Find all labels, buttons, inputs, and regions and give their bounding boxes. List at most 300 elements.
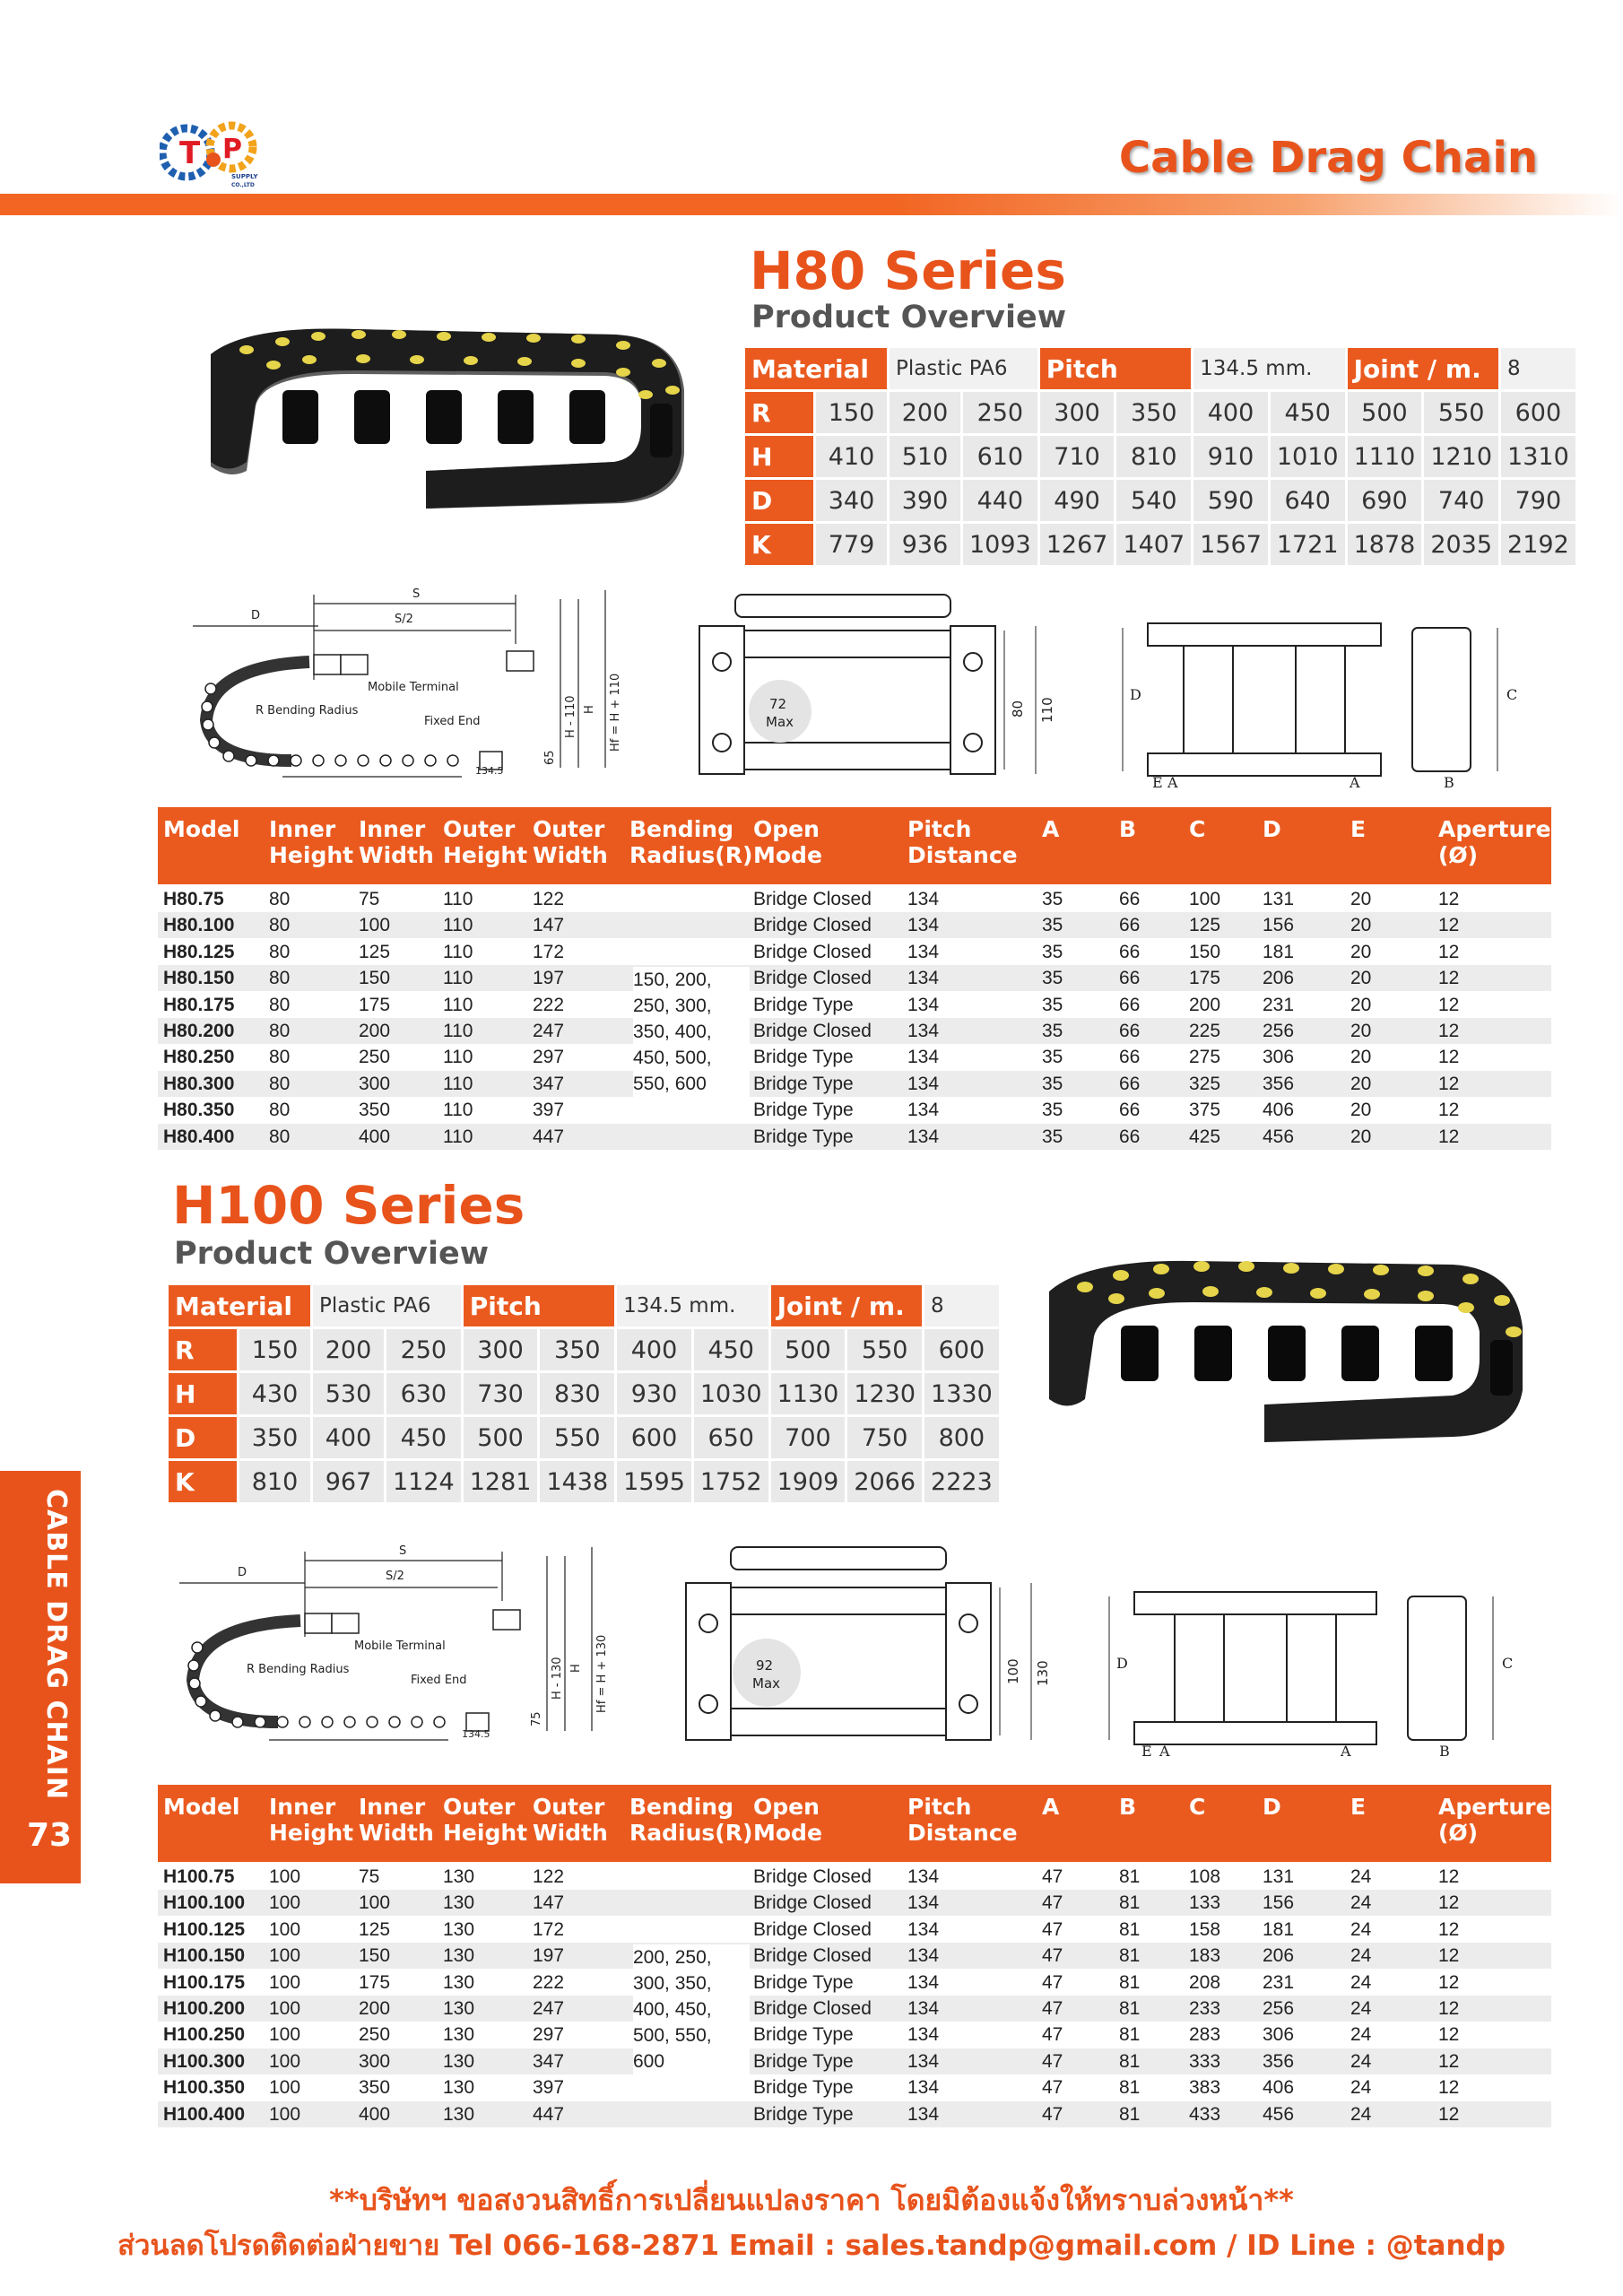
svg-text:S/2: S/2 bbox=[395, 613, 413, 626]
table-row bbox=[158, 939, 1551, 965]
overview-row-r bbox=[169, 1329, 999, 1370]
overview-cell: 1030 bbox=[694, 1373, 768, 1414]
overview-cell: 1093 bbox=[963, 524, 1037, 565]
table-cell: 66 bbox=[1119, 1100, 1141, 1121]
overview-cell: 300 bbox=[1040, 392, 1115, 433]
overview-row-r bbox=[745, 392, 1575, 433]
table-cell: 200 bbox=[359, 1021, 391, 1041]
table-cell: 35 bbox=[1042, 1021, 1063, 1041]
column-header bbox=[1189, 1794, 1205, 1820]
table-cell: 147 bbox=[533, 1892, 565, 1914]
column-header bbox=[907, 1794, 1018, 1846]
table-row bbox=[158, 992, 1551, 1018]
table-cell: 35 bbox=[1042, 1073, 1063, 1094]
column-header bbox=[1350, 816, 1366, 842]
model-cell: H100.350 bbox=[163, 2077, 246, 2099]
table-row bbox=[158, 886, 1551, 912]
overview-cell: 440 bbox=[963, 480, 1037, 521]
column-header bbox=[533, 816, 608, 868]
table-row bbox=[158, 1970, 1551, 1996]
overview-cell: 2035 bbox=[1424, 524, 1498, 565]
overview-cell: 1010 bbox=[1271, 436, 1345, 477]
overview-row-label: H bbox=[169, 1373, 237, 1414]
table-cell: 356 bbox=[1263, 1073, 1295, 1094]
table-cell: Bridge Type bbox=[753, 2024, 854, 2046]
table-cell: 24 bbox=[1350, 1918, 1372, 1940]
column-header bbox=[359, 816, 434, 868]
overview-cell: 1438 bbox=[540, 1461, 614, 1502]
overview-cell: 410 bbox=[816, 436, 887, 477]
table-cell: 110 bbox=[443, 1126, 473, 1147]
table-cell: 134 bbox=[907, 1945, 940, 1967]
table-cell: 35 bbox=[1042, 915, 1063, 936]
material-label: Material bbox=[745, 348, 887, 389]
table-cell: 233 bbox=[1189, 1998, 1221, 2019]
column-header bbox=[359, 1794, 434, 1846]
table-cell: 150 bbox=[359, 1945, 391, 1967]
table-cell: 35 bbox=[1042, 1100, 1063, 1121]
bending-radius-line: 300, 350, bbox=[633, 1973, 712, 1994]
svg-text:100: 100 bbox=[1005, 1658, 1021, 1684]
column-header-line2: Distance bbox=[907, 842, 1018, 868]
svg-text:Mobile Terminal: Mobile Terminal bbox=[354, 1639, 446, 1653]
table-cell: 134 bbox=[907, 1126, 940, 1147]
table-cell: 108 bbox=[1189, 1866, 1221, 1887]
table-cell: 125 bbox=[1189, 915, 1221, 936]
svg-text:134.5: 134.5 bbox=[475, 765, 504, 777]
table-cell: 433 bbox=[1189, 2103, 1221, 2125]
column-header bbox=[163, 816, 239, 842]
document-title: Cable Drag Chain bbox=[1118, 133, 1538, 183]
pitch-label: Pitch bbox=[1040, 348, 1191, 389]
column-header-line1: Inner bbox=[359, 1794, 426, 1820]
table-cell: 130 bbox=[443, 2024, 475, 2046]
table-cell: 347 bbox=[533, 2050, 565, 2072]
table-cell: 175 bbox=[359, 994, 391, 1015]
table-cell: 406 bbox=[1263, 2077, 1295, 2099]
overview-cell: 400 bbox=[617, 1329, 691, 1370]
table-cell: 20 bbox=[1350, 1100, 1372, 1121]
table-cell: 24 bbox=[1350, 2103, 1372, 2125]
table-cell: 175 bbox=[359, 1971, 391, 1993]
overview-row-label: K bbox=[169, 1461, 237, 1502]
table-cell: 35 bbox=[1042, 889, 1063, 909]
table-cell: 134 bbox=[907, 2077, 940, 2099]
table-cell: 47 bbox=[1042, 1866, 1063, 1887]
svg-text:Fixed End: Fixed End bbox=[411, 1674, 467, 1687]
overview-cell: 1130 bbox=[771, 1373, 846, 1414]
table-cell: Bridge Type bbox=[753, 1100, 854, 1121]
column-header bbox=[1438, 1794, 1551, 1846]
column-header-line1: Aperture bbox=[1438, 1794, 1551, 1820]
table-cell: 47 bbox=[1042, 1971, 1063, 1993]
table-cell: 256 bbox=[1263, 1021, 1295, 1041]
column-header bbox=[1263, 816, 1281, 842]
table-row bbox=[158, 2048, 1551, 2074]
table-cell: Bridge Closed bbox=[753, 1021, 872, 1041]
table-cell: 12 bbox=[1438, 1100, 1460, 1121]
overview-cell: 600 bbox=[1501, 392, 1575, 433]
table-cell: 150 bbox=[359, 968, 391, 989]
table-cell: 208 bbox=[1189, 1971, 1221, 1993]
h80-cross-section-diagram bbox=[690, 581, 1058, 787]
table-row bbox=[158, 1097, 1551, 1123]
column-header-line2: Width bbox=[533, 1820, 608, 1846]
table-cell: 35 bbox=[1042, 968, 1063, 989]
table-cell: 134 bbox=[907, 1047, 940, 1068]
table-cell: 172 bbox=[533, 1918, 565, 1940]
column-header-line1: A bbox=[1042, 1794, 1060, 1820]
table-cell: 206 bbox=[1263, 1945, 1295, 1967]
table-cell: 100 bbox=[269, 2050, 301, 2072]
bending-radius-line: 600 bbox=[633, 2051, 665, 2072]
overview-cell: 1752 bbox=[694, 1461, 768, 1502]
table-cell: 20 bbox=[1350, 968, 1372, 989]
table-cell: 12 bbox=[1438, 1021, 1460, 1041]
table-cell: 24 bbox=[1350, 1866, 1372, 1887]
table-cell: 12 bbox=[1438, 1047, 1460, 1068]
table-cell: 35 bbox=[1042, 1126, 1063, 1147]
table-cell: 80 bbox=[269, 968, 291, 989]
table-cell: 12 bbox=[1438, 2103, 1460, 2125]
overview-cell: 350 bbox=[1116, 392, 1191, 433]
overview-cell: 1878 bbox=[1348, 524, 1422, 565]
table-row bbox=[158, 2022, 1551, 2048]
table-cell: 24 bbox=[1350, 1998, 1372, 2019]
table-cell: 134 bbox=[907, 1073, 940, 1094]
column-header-line1: Model bbox=[163, 816, 240, 842]
svg-text:CO.,LTD: CO.,LTD bbox=[231, 182, 255, 188]
h100-overview-table bbox=[166, 1283, 1002, 1505]
column-header-line2: Width bbox=[533, 842, 608, 868]
h100-bending-radius-cell bbox=[633, 1944, 750, 2074]
table-cell: 110 bbox=[443, 1100, 473, 1121]
table-cell: 383 bbox=[1189, 2077, 1221, 2099]
table-cell: 181 bbox=[1263, 941, 1295, 962]
column-header-line1: C bbox=[1189, 816, 1206, 842]
table-cell: 66 bbox=[1119, 941, 1141, 962]
column-header bbox=[1119, 1794, 1136, 1820]
overview-cell: 600 bbox=[924, 1329, 999, 1370]
overview-row-label: D bbox=[169, 1417, 237, 1458]
overview-cell: 750 bbox=[847, 1417, 922, 1458]
table-cell: 66 bbox=[1119, 994, 1141, 1015]
bending-radius-line: 450, 500, bbox=[633, 1048, 712, 1068]
footer-notice: **บริษัทฯ ขอสงวนสิทธิ์การเปลี่ยนแปลงราคา โดยมิต้องแจ้งให้ทราบล่วงหน้า** bbox=[329, 2183, 1294, 2217]
column-header bbox=[629, 816, 752, 868]
table-row bbox=[158, 1018, 1551, 1044]
column-header-line2: Mode bbox=[753, 842, 822, 868]
column-header-line1: Pitch bbox=[907, 816, 972, 842]
h100-series-subtitle: Product Overview bbox=[174, 1236, 490, 1272]
model-cell: H100.175 bbox=[163, 1971, 246, 1993]
column-header bbox=[629, 1794, 752, 1846]
svg-text:B: B bbox=[1444, 774, 1454, 789]
table-cell: 130 bbox=[443, 2050, 475, 2072]
table-cell: 356 bbox=[1263, 2050, 1295, 2072]
overview-row-h bbox=[169, 1373, 999, 1414]
table-cell: 247 bbox=[533, 1021, 565, 1041]
table-cell: 300 bbox=[359, 2050, 391, 2072]
column-header-line1: Inner bbox=[269, 1794, 336, 1820]
svg-text:S: S bbox=[399, 1544, 407, 1558]
table-cell: 80 bbox=[269, 1021, 291, 1041]
table-cell: 150 bbox=[1189, 941, 1221, 962]
svg-text:92: 92 bbox=[756, 1657, 774, 1674]
table-cell: 66 bbox=[1119, 968, 1141, 989]
column-header bbox=[1119, 816, 1136, 842]
overview-cell: 500 bbox=[1348, 392, 1422, 433]
table-cell: 81 bbox=[1119, 1971, 1141, 1993]
table-cell: 130 bbox=[443, 1918, 475, 1940]
overview-cell: 1567 bbox=[1193, 524, 1268, 565]
table-row bbox=[158, 1943, 1551, 1969]
overview-cell: 150 bbox=[816, 392, 887, 433]
table-cell: 12 bbox=[1438, 1073, 1460, 1094]
overview-cell: 600 bbox=[617, 1417, 691, 1458]
table-cell: 197 bbox=[533, 1945, 565, 1967]
table-cell: 100 bbox=[269, 1918, 301, 1940]
column-header-line2: Height bbox=[443, 1820, 528, 1846]
overview-cell: 200 bbox=[313, 1329, 384, 1370]
table-cell: 400 bbox=[359, 1126, 391, 1147]
overview-cell: 530 bbox=[313, 1373, 384, 1414]
overview-cell: 810 bbox=[1116, 436, 1191, 477]
table-cell: 400 bbox=[359, 2103, 391, 2125]
table-cell: 110 bbox=[443, 1073, 473, 1094]
table-cell: 81 bbox=[1119, 2103, 1141, 2125]
overview-cell: 540 bbox=[1116, 480, 1191, 521]
table-row bbox=[158, 1071, 1551, 1097]
h100-spec-table-header bbox=[158, 1785, 1551, 1862]
table-cell: 110 bbox=[443, 941, 473, 962]
table-cell: 24 bbox=[1350, 2077, 1372, 2099]
overview-cell: 1310 bbox=[1501, 436, 1575, 477]
table-cell: Bridge Closed bbox=[753, 915, 872, 936]
table-cell: 156 bbox=[1263, 1892, 1295, 1914]
svg-text:D: D bbox=[238, 1566, 247, 1579]
table-cell: 80 bbox=[269, 1073, 291, 1094]
bending-radius-line: 150, 200, bbox=[633, 970, 712, 990]
table-cell: 100 bbox=[359, 1892, 391, 1914]
svg-text:H: H bbox=[583, 705, 596, 714]
overview-cell: 2066 bbox=[847, 1461, 922, 1502]
table-cell: 66 bbox=[1119, 889, 1141, 909]
table-cell: 35 bbox=[1042, 994, 1063, 1015]
column-header-line2: Distance bbox=[907, 1820, 1018, 1846]
column-header-line2: Height bbox=[443, 842, 528, 868]
table-cell: 47 bbox=[1042, 1998, 1063, 2019]
table-cell: 20 bbox=[1350, 1073, 1372, 1094]
table-cell: 20 bbox=[1350, 1126, 1372, 1147]
bending-radius-line: 250, 300, bbox=[633, 996, 712, 1016]
table-cell: 75 bbox=[359, 1866, 380, 1887]
table-cell: 24 bbox=[1350, 1892, 1372, 1914]
overview-cell: 650 bbox=[694, 1417, 768, 1458]
overview-cell: 1595 bbox=[617, 1461, 691, 1502]
column-header-line1: D bbox=[1263, 816, 1281, 842]
table-cell: Bridge Closed bbox=[753, 1945, 872, 1967]
overview-cell: 450 bbox=[694, 1329, 768, 1370]
svg-text:R Bending Radius: R Bending Radius bbox=[256, 704, 359, 718]
svg-text:Max: Max bbox=[766, 714, 794, 730]
h80-side-view-diagram bbox=[184, 581, 673, 787]
overview-cell: 350 bbox=[239, 1417, 310, 1458]
table-cell: 12 bbox=[1438, 1945, 1460, 1967]
model-cell: H80.300 bbox=[163, 1073, 235, 1094]
column-header-line1: E bbox=[1350, 816, 1367, 842]
pitch-value: 134.5 mm. bbox=[1193, 348, 1344, 389]
table-cell: 81 bbox=[1119, 1866, 1141, 1887]
table-cell: 300 bbox=[359, 1073, 391, 1094]
svg-text:C: C bbox=[1502, 1655, 1514, 1672]
side-tab-label: CABLE DRAG CHAIN bbox=[40, 1489, 72, 1801]
h100-spec-table bbox=[158, 1864, 1551, 2127]
table-cell: 125 bbox=[359, 941, 391, 962]
column-header-line1: Open bbox=[753, 1794, 820, 1820]
table-cell: 425 bbox=[1189, 1126, 1221, 1147]
h100-series-title: H100 Series bbox=[172, 1175, 525, 1236]
table-cell: 20 bbox=[1350, 1047, 1372, 1068]
table-cell: 134 bbox=[907, 1892, 940, 1914]
table-cell: 12 bbox=[1438, 994, 1460, 1015]
table-cell: Bridge Closed bbox=[753, 1866, 872, 1887]
table-cell: 350 bbox=[359, 1100, 391, 1121]
table-cell: 133 bbox=[1189, 1892, 1221, 1914]
overview-cell: 710 bbox=[1040, 436, 1115, 477]
column-header bbox=[907, 816, 1018, 868]
table-row bbox=[158, 1864, 1551, 1890]
column-header bbox=[269, 816, 353, 868]
table-cell: 80 bbox=[269, 1100, 291, 1121]
overview-cell: 250 bbox=[963, 392, 1037, 433]
model-cell: H100.150 bbox=[163, 1945, 246, 1967]
joint-label: Joint / m. bbox=[1348, 348, 1498, 389]
table-cell: 24 bbox=[1350, 2050, 1372, 2072]
table-cell: Bridge Closed bbox=[753, 1998, 872, 2019]
svg-text:P: P bbox=[222, 134, 242, 165]
overview-cell: 590 bbox=[1193, 480, 1268, 521]
model-cell: H100.125 bbox=[163, 1918, 246, 1940]
table-row bbox=[158, 1044, 1551, 1070]
overview-cell: 430 bbox=[239, 1373, 310, 1414]
table-cell: 181 bbox=[1263, 1918, 1295, 1940]
table-cell: 20 bbox=[1350, 915, 1372, 936]
table-row bbox=[158, 1996, 1551, 2022]
table-cell: 131 bbox=[1263, 889, 1295, 909]
overview-cell: 1230 bbox=[847, 1373, 922, 1414]
table-cell: 80 bbox=[269, 1047, 291, 1068]
column-header bbox=[1350, 1794, 1366, 1820]
table-cell: Bridge Type bbox=[753, 1126, 854, 1147]
column-header-line1: B bbox=[1119, 816, 1137, 842]
table-cell: 250 bbox=[359, 1047, 391, 1068]
table-row bbox=[158, 2101, 1551, 2127]
column-header-line1: Outer bbox=[533, 816, 605, 842]
overview-cell: 2192 bbox=[1501, 524, 1575, 565]
overview-cell: 779 bbox=[816, 524, 887, 565]
table-cell: 175 bbox=[1189, 968, 1221, 989]
table-cell: 80 bbox=[269, 915, 291, 936]
bending-radius-line: 400, 450, bbox=[633, 1999, 712, 2020]
overview-cell: 730 bbox=[464, 1373, 538, 1414]
table-row bbox=[158, 912, 1551, 938]
overview-cell: 700 bbox=[771, 1417, 846, 1458]
table-cell: 130 bbox=[443, 1866, 475, 1887]
column-header-line2: (Ø) bbox=[1438, 1820, 1479, 1846]
overview-cell: 400 bbox=[1193, 392, 1268, 433]
table-cell: 100 bbox=[269, 1866, 301, 1887]
table-cell: 333 bbox=[1189, 2050, 1221, 2072]
svg-text:R Bending Radius: R Bending Radius bbox=[247, 1663, 350, 1676]
table-cell: 306 bbox=[1263, 2024, 1295, 2046]
column-header-line2: Radius(R) bbox=[629, 1820, 753, 1846]
column-header-line1: Outer bbox=[443, 1794, 516, 1820]
table-cell: 134 bbox=[907, 1918, 940, 1940]
svg-text:75: 75 bbox=[530, 1711, 543, 1726]
table-cell: 12 bbox=[1438, 941, 1460, 962]
table-cell: 47 bbox=[1042, 2050, 1063, 2072]
table-cell: 12 bbox=[1438, 1866, 1460, 1887]
table-cell: 110 bbox=[443, 889, 473, 909]
overview-row-label: H bbox=[745, 436, 813, 477]
table-cell: 110 bbox=[443, 1047, 473, 1068]
table-cell: 12 bbox=[1438, 2024, 1460, 2046]
model-cell: H80.125 bbox=[163, 941, 235, 962]
overview-row-d bbox=[745, 480, 1575, 521]
column-header-line1: Pitch bbox=[907, 1794, 972, 1820]
svg-text:H: H bbox=[569, 1664, 583, 1673]
header-bar bbox=[0, 194, 1623, 215]
table-cell: 100 bbox=[1189, 889, 1221, 909]
table-cell: 347 bbox=[533, 1073, 565, 1094]
model-cell: H80.75 bbox=[163, 889, 224, 909]
column-header-line1: Open bbox=[753, 816, 820, 842]
overview-cell: 936 bbox=[890, 524, 960, 565]
company-logo bbox=[160, 117, 267, 192]
svg-text:Mobile Terminal: Mobile Terminal bbox=[368, 681, 459, 694]
table-cell: 12 bbox=[1438, 1998, 1460, 2019]
table-cell: 20 bbox=[1350, 994, 1372, 1015]
overview-cell: 450 bbox=[1271, 392, 1345, 433]
column-header bbox=[1263, 1794, 1281, 1820]
table-cell: 456 bbox=[1263, 2103, 1295, 2125]
svg-text:72: 72 bbox=[769, 696, 787, 712]
overview-cell: 340 bbox=[816, 480, 887, 521]
table-cell: 130 bbox=[443, 2103, 475, 2125]
overview-row-k bbox=[169, 1461, 999, 1502]
table-cell: Bridge Type bbox=[753, 2050, 854, 2072]
table-row bbox=[158, 1890, 1551, 1916]
svg-text:Hf = H + 130: Hf = H + 130 bbox=[595, 1634, 609, 1713]
svg-text:D: D bbox=[1116, 1655, 1128, 1672]
overview-cell: 740 bbox=[1424, 480, 1498, 521]
table-cell: 447 bbox=[533, 2103, 565, 2125]
column-header bbox=[1042, 1794, 1059, 1820]
column-header-line2: Radius(R) bbox=[629, 842, 753, 868]
table-cell: 12 bbox=[1438, 1126, 1460, 1147]
h80-bending-radius-cell bbox=[633, 967, 750, 1097]
svg-text:S: S bbox=[412, 587, 421, 601]
table-cell: 24 bbox=[1350, 1971, 1372, 1993]
table-cell: 406 bbox=[1263, 1100, 1295, 1121]
table-cell: 397 bbox=[533, 1100, 565, 1121]
column-header-line1: D bbox=[1263, 1794, 1281, 1820]
column-header bbox=[269, 1794, 353, 1846]
table-cell: 100 bbox=[269, 1971, 301, 1993]
overview-cell: 300 bbox=[464, 1329, 538, 1370]
table-cell: 100 bbox=[269, 2077, 301, 2099]
